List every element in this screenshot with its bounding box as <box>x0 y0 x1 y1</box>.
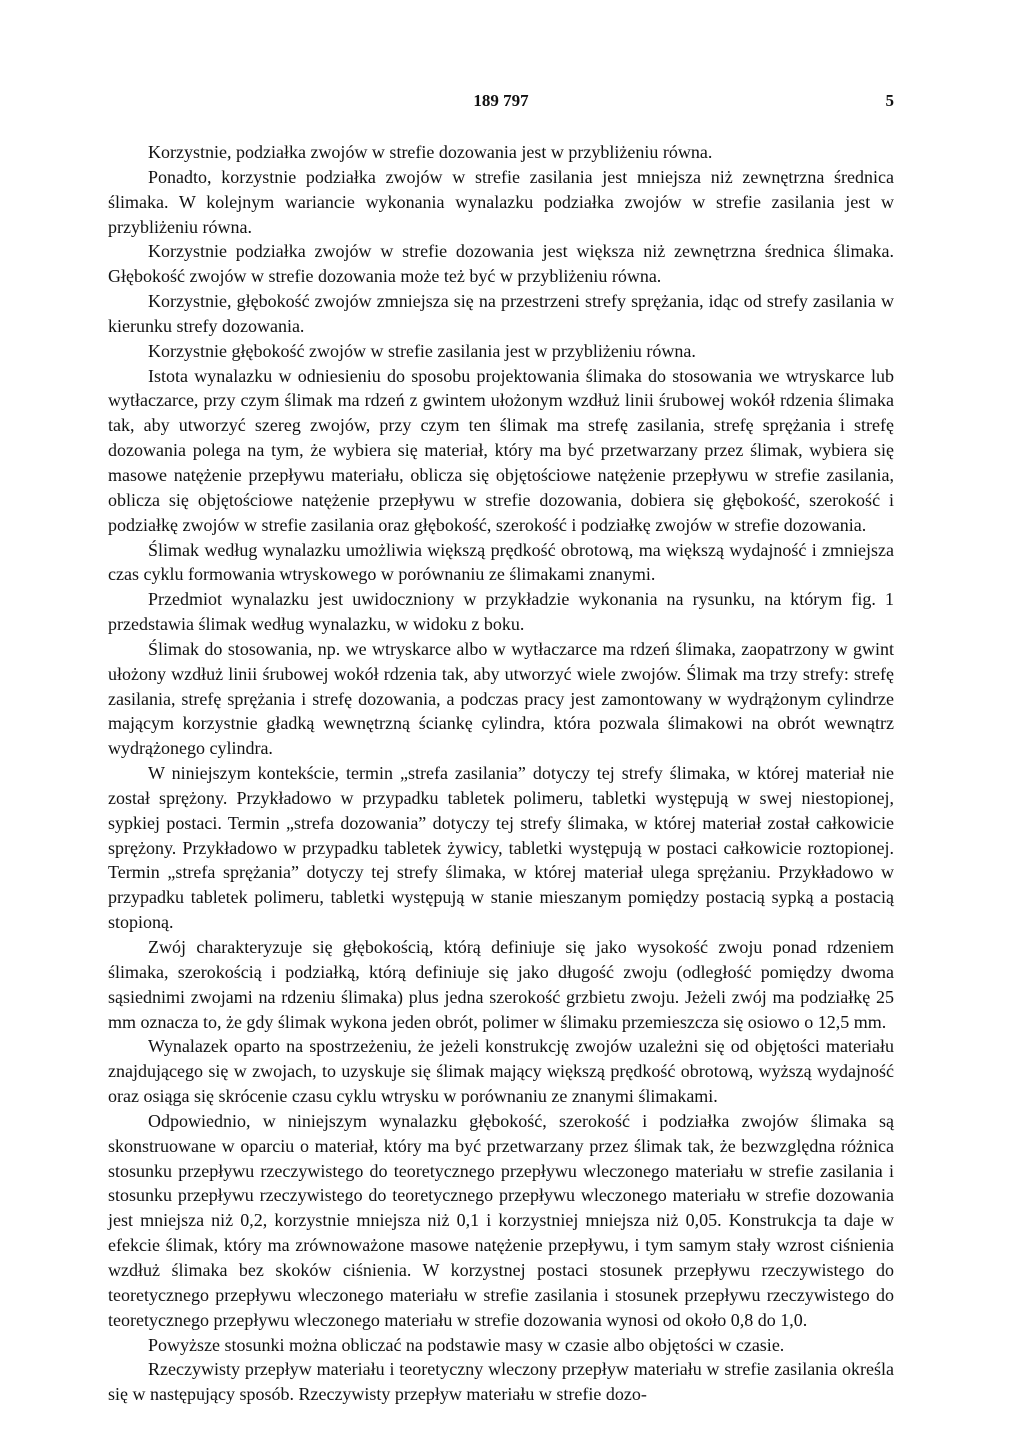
paragraph: Rzeczywisty przepływ materiału i teoretyczny wleczony przepływ materiału w strefie zasilania określa się w następujący sposób. Rzeczywisty przepływ materiału w strefie dozo- <box>108 1359 894 1405</box>
paragraph: Ślimak według wynalazku umożliwia większą prędkość obrotową, ma większą wydajność i zmniejsza czas cyklu formowania wtryskowego w porównaniu ze ślimakami znanymi. <box>108 539 894 585</box>
paragraph: Odpowiednio, w niniejszym wynalazku głębokość, szerokość i podziałka zwojów ślimaka są skonstruowane w oparciu o materiał, który ma być przetwarzany przez ślimak tak, że bezwzględna różnica stosunku przepływu rzeczywistego do teoretycznego przepływu wleczonego materiału w strefie zasilania i stosunku przepływu rzeczywistego do teoretycznego przepływu wleczonego materiału w strefie dozowania jest mniejsza niż 0,2, korzystnie mniejsza niż 0,1 i korzystniej mniejsza niż 0,05. Konstrukcja ta daje w efekcie ślimak, który ma zrównoważone masowe natężenie przepływu, i tym samym stały wzrost ciśnienia wzdłuż ślimaka bez skoków ciśnienia. W korzystnej postaci stosunek przepływu rzeczywistego do teoretycznego przepływu wleczonego materiału w strefie zasilania i stosunek przepływu rzeczywistego do teoretycznego przepływu wleczonego materiału w strefie dozowania wynosi od około 0,8 do 1,0. <box>108 1110 894 1330</box>
paragraph: W niniejszym kontekście, termin „strefa zasilania” dotyczy tej strefy ślimaka, w której materiał nie został sprężony. Przykładowo w przypadku tabletek polimeru, tabletki występują w swej niestopionej, sypkiej postaci. Termin „strefa dozowania” dotyczy tej strefy ślimaka, w której materiał został całkowicie sprężony. Przykładowo w przypadku tabletek żywicy, tabletki występują w postaci całkowicie roztopionej. Termin „strefa sprężania” dotyczy tej strefy ślimaka, w której materiał ulega sprężaniu. Przykładowo w przypadku tabletek polimeru, tabletki występują w stanie mieszanym pomiędzy postacią sypką a postacią stopioną. <box>108 763 894 933</box>
paragraph: Korzystnie podziałka zwojów w strefie dozowania jest większa niż zewnętrzna średnica ślimaka. Głębokość zwojów w strefie dozowania może też być w przybliżeniu równa. <box>108 241 894 287</box>
paragraph: Zwój charakteryzuje się głębokością, którą definiuje się jako wysokość zwoju ponad rdzeniem ślimaka, szerokością i podziałką, którą definiuje się jako długość zwoju (odległość pomiędzy dwoma sąsiednimi zwojami na rdzeniu ślimaka) plus jedna szerokość grzbietu zwoju. Jeżeli zwój ma podziałkę 25 mm oznacza to, że gdy ślimak wykona jeden obrót, polimer w ślimaku przemieszcza się osiowo o 12,5 mm. <box>108 937 894 1032</box>
page-number: 5 <box>885 91 894 110</box>
paragraph: Przedmiot wynalazku jest uwidoczniony w przykładzie wykonania na rysunku, na którym fig. 1 przedstawia ślimak według wynalazku, w widoku z boku. <box>108 589 894 635</box>
paragraph: Powyższe stosunki można obliczać na podstawie masy w czasie albo objętości w czasie. <box>148 1334 785 1355</box>
paragraph: Korzystnie, głębokość zwojów zmniejsza się na przestrzeni strefy sprężania, idąc od strefy zasilania w kierunku strefy dozowania. <box>108 291 894 336</box>
paragraph: Ślimak do stosowania, np. we wtryskarce albo w wytłaczarce ma rdzeń ślimaka, zaopatrzony w gwint ułożony wzdłuż linii śrubowej wokół rdzenia tak, aby utworzyć wiele zwojów. Ślimak ma trzy strefy: strefę zasilania, strefę sprężania i strefę dozowania, a podczas pracy jest zamontowany w wydrążonym cylindrze mającym korzystnie gładką wewnętrzną ściankę cylindra, która pozwala ślimakowi na obrót wewnątrz wydrążonego cylindra. <box>108 638 894 759</box>
page-header <box>108 91 894 115</box>
paragraph: Korzystnie głębokość zwojów w strefie zasilania jest w przybliżeniu równa. <box>148 340 696 361</box>
paragraph: Ponadto, korzystnie podziałka zwojów w strefie zasilania jest mniejsza niż zewnętrzna średnica ślimaka. W kolejnym wariancie wykonania wynalazku podziałka zwojów w strefie zasilania jest w przybliżeniu równa. <box>108 166 894 237</box>
paragraph: Istota wynalazku w odniesieniu do sposobu projektowania ślimaka do stosowania we wtryskarce lub wytłaczarce, przy czym ślimak ma rdzeń z gwintem ułożonym wzdłuż linii śrubowej wokół rdzenia ślimaka tak, aby utworzyć szereg zwojów, przy czym ten ślimak ma strefę zasilania, strefę sprężania i strefę dozowania polega na tym, że wybiera się materiał, który ma być przetwarzany przez ślimak, wybiera się masowe natężenie przepływu materiału, oblicza się objętościowe natężenie przepływu w strefie zasilania, oblicza się objętościowe natężenie przepływu w strefie dozowania, dobiera się głębokość, szerokość i podziałkę zwojów w strefie zasilania oraz głębokość, szerokość i podziałkę zwojów w strefie dozowania. <box>108 365 894 535</box>
paragraph: Korzystnie, podziałka zwojów w strefie dozowania jest w przybliżeniu równa. <box>148 142 713 162</box>
paragraph: Wynalazek oparto na spostrzeżeniu, że jeżeli konstrukcję zwojów uzależni się od objętości materiału znajdującego się w zwojach, to uzyskuje się ślimak mający większą prędkość obrotową, wyższą wydajność oraz osiąga się skrócenie czasu cyklu wtrysku w porównaniu ze znanymi ślimakami. <box>108 1036 894 1107</box>
patent-number: 189 797 <box>473 91 529 110</box>
document-body <box>108 140 894 1407</box>
